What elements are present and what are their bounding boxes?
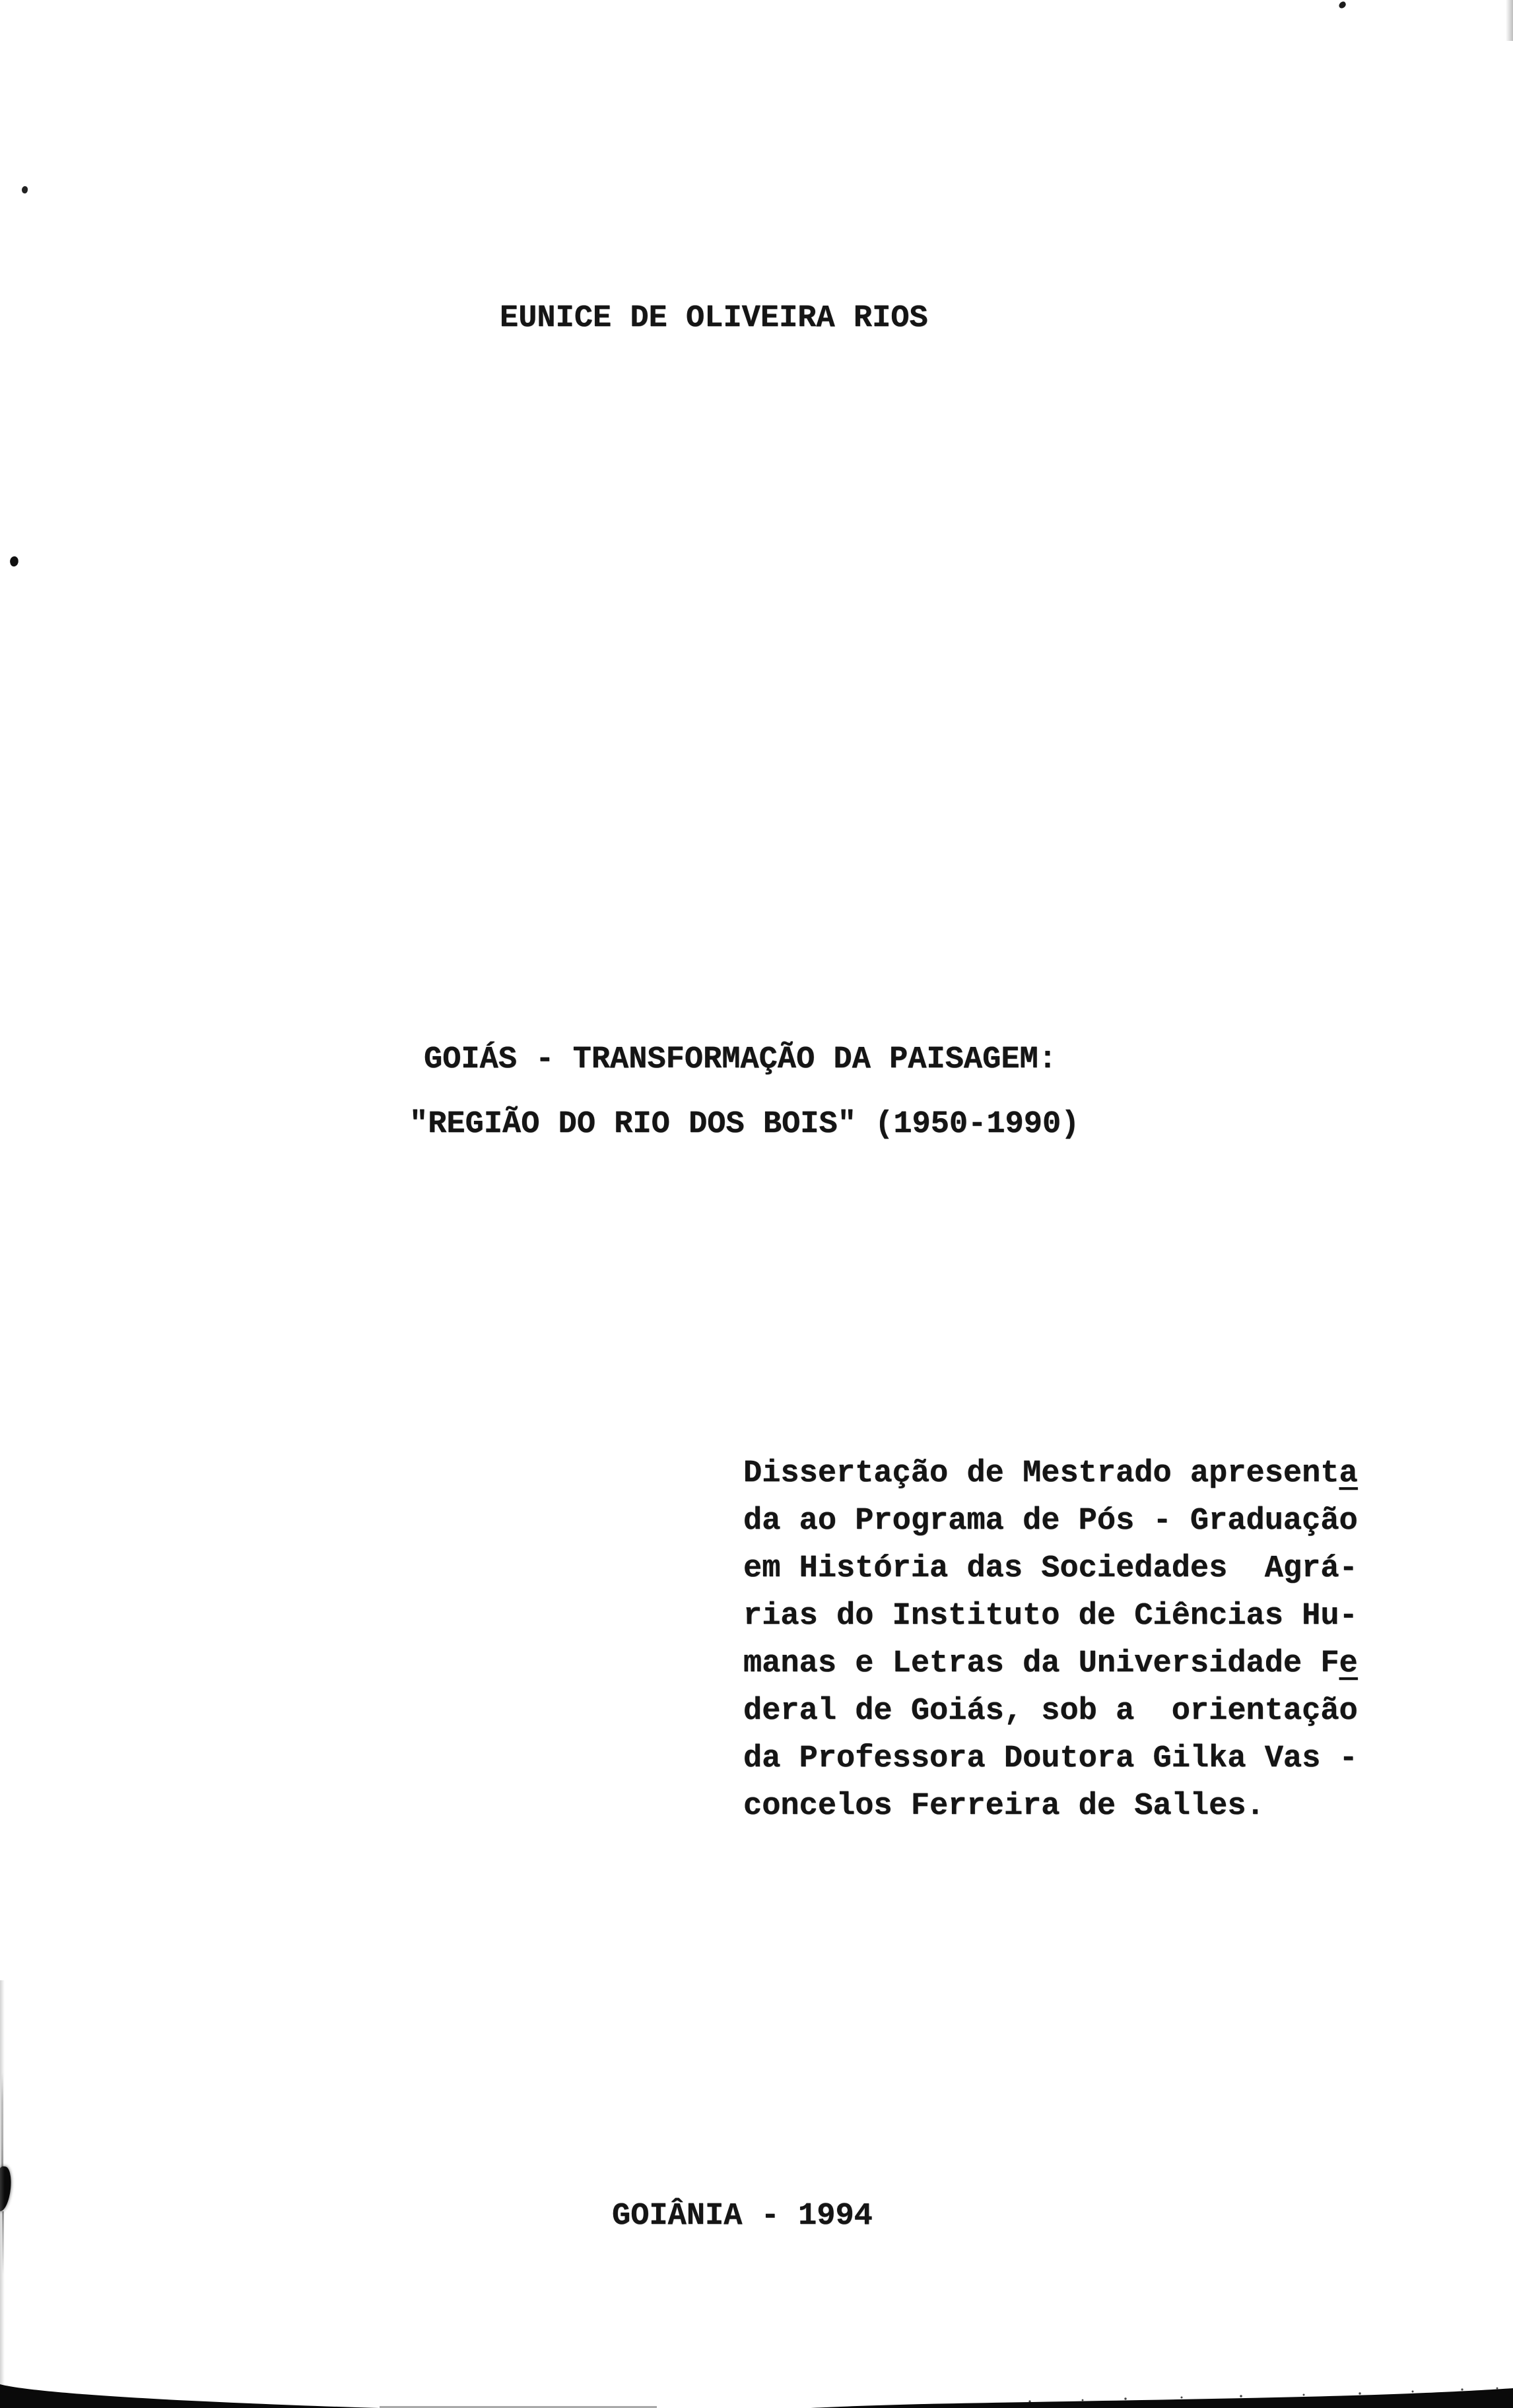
scan-speck-left-upper <box>21 185 28 194</box>
scan-speck-left-mid <box>9 556 19 568</box>
thesis-title-line-1: GOIÁS - TRANSFORMAÇÃO DA PAISAGEM: <box>424 1042 1057 1077</box>
scan-shadow-bottom-band <box>0 2329 1513 2408</box>
advisor-note-line: concelos Ferreira de Salles. <box>743 1789 1265 1824</box>
advisor-note-line: Dissertação de Mestrado apresenta <box>743 1456 1358 1491</box>
place-year: GOIÂNIA - 1994 <box>612 2199 873 2234</box>
advisor-note <box>743 1450 1358 1830</box>
advisor-note-line: deral de Goiás, sob a orientação <box>743 1694 1358 1729</box>
thesis-title-line-2: "REGIÃO DO RIO DOS BOIS" (1950-1990) <box>409 1107 1080 1142</box>
scan-smudge-top-right <box>1506 0 1513 41</box>
continuation-underscore: e <box>1339 1646 1358 1681</box>
scan-speck-top-right <box>1338 1 1347 9</box>
author-name: EUNICE DE OLIVEIRA RIOS <box>500 301 928 336</box>
advisor-note-line: manas e Letras da Universidade Fe <box>743 1646 1358 1681</box>
advisor-note-line: rias do Instituto de Ciências Hu- <box>743 1599 1358 1634</box>
advisor-note-line: da ao Programa de Pós - Graduação <box>743 1504 1358 1539</box>
continuation-underscore: a <box>1339 1456 1358 1491</box>
advisor-note-line: em História das Sociedades Agrá- <box>743 1551 1358 1586</box>
advisor-note-line: da Professora Doutora Gilka Vas - <box>743 1741 1358 1776</box>
